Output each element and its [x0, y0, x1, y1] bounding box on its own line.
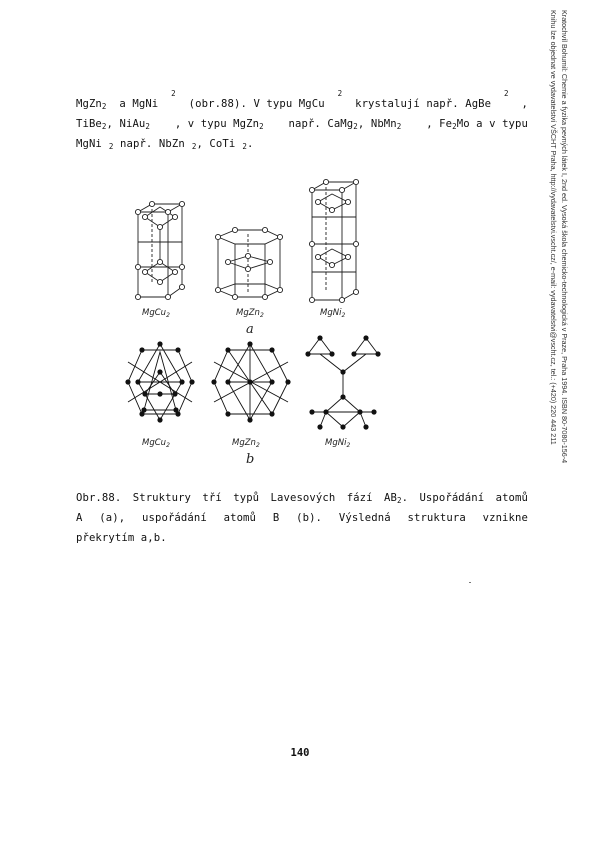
- side-margin-note: [544, 10, 570, 590]
- figure-letter-b: b: [246, 452, 255, 467]
- caption-line-3: překrytím a,b.: [76, 532, 167, 544]
- intro-line-1: MgZn$_2$ a MgNi 2 (obr.88). V typu MgCu 2 krystalují např. AgBe 2 ,: [76, 89, 528, 111]
- structure-b-mgni2: [308, 338, 378, 427]
- intro-line-3: MgNi $_2$ např. NbZn $_2$, CoTi $_2$.: [76, 138, 254, 151]
- figure-letter-a: a: [246, 322, 254, 337]
- scan-speck: [469, 582, 471, 583]
- label-a-mgzn2: MgZn$_2$: [236, 308, 264, 319]
- label-b-mgni2: MgNi$_2$: [325, 438, 351, 449]
- label-a-mgni2: MgNi$_2$: [320, 308, 346, 319]
- caption-line-1: Obr.88. Struktury tří typů Lavesových fází $AB_2$. Uspořádání atomů: [76, 492, 528, 505]
- caption-line-2: A (a), uspořádání atomů B (b). Výsledná struktura vznikne: [76, 512, 528, 524]
- figure-caption: [76, 488, 528, 548]
- label-a-mgcu2: MgCu$_2$: [142, 308, 170, 319]
- label-b-mgzn2: MgZn$_2$: [232, 438, 260, 449]
- crystal-structure-drawings: [120, 172, 440, 472]
- side-note-line-1: Kratochvíl Bohumil: Chemie a fyzika pevných látek I, 2nd ed. Vysoká škola chemicko-technologická v Praze, Praha 1994. ISBN 80-7080-156-4: [560, 10, 569, 464]
- label-b-mgcu2: MgCu$_2$: [142, 438, 170, 449]
- intro-line-2: TiBe$_2$, NiAu$_2$ , v typu MgZn$_2$ např. CaMg$_2$, NbMn$_2$ , $Fe_2Mo$ a v typu: [76, 118, 528, 131]
- page-number: 140: [290, 747, 310, 759]
- laves-phase-figure: [120, 172, 440, 472]
- side-note-line-2: Knihu lze objednat ve vydavatelství VŠCHT Praha, http://vydavatelstvi.vscht.cz/, e-mail: vydavatelstvi@vscht.cz, tel.: (+420) 220 443 211: [549, 10, 558, 445]
- intro-paragraph: [76, 89, 528, 154]
